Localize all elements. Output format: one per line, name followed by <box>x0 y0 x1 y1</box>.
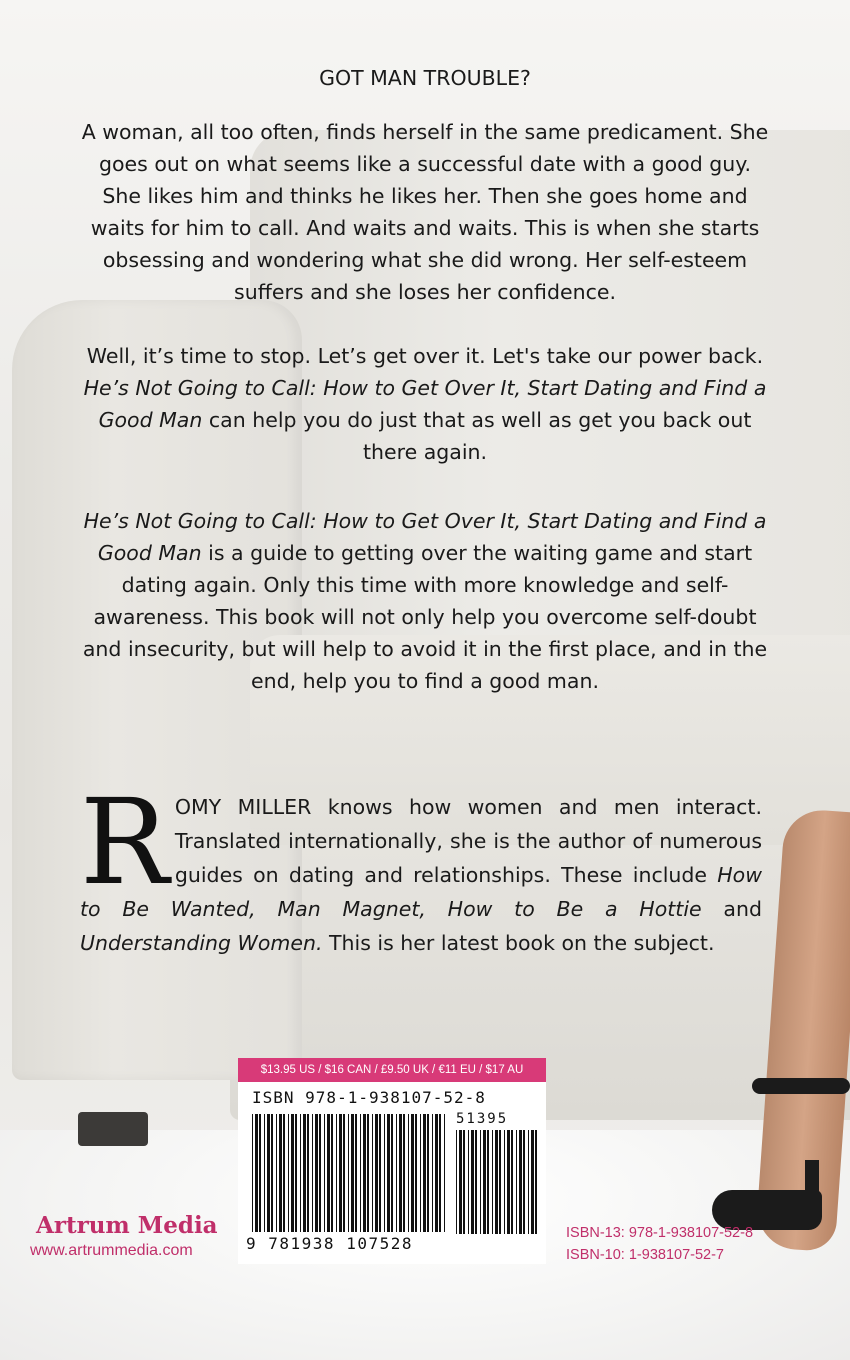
barcode-bar <box>483 1130 486 1234</box>
barcode-isbn-label: ISBN 978-1-938107-52-8 <box>252 1088 486 1107</box>
barcode-bar <box>271 1114 273 1232</box>
barcode-bar <box>363 1114 366 1232</box>
barcode-bar <box>495 1130 498 1234</box>
barcode-addon-bars <box>456 1130 538 1234</box>
barcode-bar <box>255 1114 258 1232</box>
barcode-bar <box>283 1114 285 1232</box>
barcode-bar <box>475 1130 477 1234</box>
barcode-bar <box>456 1130 457 1234</box>
barcode-bar <box>264 1114 265 1232</box>
barcode-bar <box>331 1114 333 1232</box>
barcode-bar <box>339 1114 342 1232</box>
cover-heading: GOT MAN TROUBLE? <box>319 66 531 90</box>
barcode-bar <box>399 1114 402 1232</box>
p3-rest: is a guide to getting over the waiting game and start dating again. Only this time with more knowledge and self-awareness. This book will not only help you overcome self-doubt and insecurity, but will help to avoid it in the first place, and in the end, help you to find a good man. <box>82 541 768 693</box>
barcode-bar <box>432 1114 433 1232</box>
price-strip: $13.95 US / $16 CAN / £9.50 UK / €11 EU / $17 AU <box>238 1058 546 1082</box>
blurb-paragraph-2 <box>80 340 770 468</box>
barcode-bar <box>519 1130 522 1234</box>
p2-rest: can help you do just that as well as get you back out there again. <box>202 408 752 464</box>
barcode-bar <box>468 1130 469 1234</box>
barcode-bar <box>351 1114 354 1232</box>
barcode-bars <box>252 1114 448 1232</box>
barcode-bar <box>367 1114 369 1232</box>
blurb-paragraph-3 <box>80 505 770 697</box>
author-bio-text-1: OMY MILLER knows how women and men interact. Translated internationally, she is the author of numerous guides on dating and relationships. These include <box>174 795 762 887</box>
barcode-bar <box>528 1130 529 1234</box>
barcode-bar <box>276 1114 277 1232</box>
barcode-bar <box>303 1114 306 1232</box>
barcode-bar <box>379 1114 381 1232</box>
blurb-paragraph-1: A woman, all too often, finds herself in the same predicament. She goes out on what seems like a successful date with a good guy. She likes him and thinks he likes her. Then she goes home and waits for him to call. And waits and waits. This is when she starts obsessing and wondering what she did wrong. Her self-esteem suffers and she loses her confidence. <box>81 120 769 304</box>
barcode-bar <box>492 1130 493 1234</box>
barcode-bar <box>312 1114 313 1232</box>
drop-cap: R <box>80 773 169 911</box>
barcode-bar <box>267 1114 270 1232</box>
barcode-bar <box>463 1130 465 1234</box>
publisher-name: Artrum Media <box>36 1212 218 1239</box>
p2-book-title: He’s Not Going to Call: How to Get Over It, Start Dating and Find a Good Man <box>83 376 767 432</box>
publisher-url: www.artrummedia.com <box>30 1242 193 1259</box>
barcode-bar <box>427 1114 429 1232</box>
barcode-bar <box>259 1114 261 1232</box>
barcode-bar <box>336 1114 337 1232</box>
p3-book-title: He’s Not Going to Call: How to Get Over It, Start Dating and Find a Good Man <box>83 509 767 565</box>
barcode-bar <box>471 1130 474 1234</box>
barcode-bar <box>252 1114 253 1232</box>
barcode-bar <box>420 1114 421 1232</box>
barcode-bar <box>435 1114 438 1232</box>
barcode-bar <box>355 1114 357 1232</box>
barcode-bar <box>348 1114 349 1232</box>
barcode-bar <box>439 1114 441 1232</box>
isbn-10: ISBN-10: 1-938107-52-7 <box>566 1247 724 1263</box>
barcode-digits: 9 781938 107528 <box>246 1234 413 1253</box>
barcode-bar <box>384 1114 385 1232</box>
barcode-bar <box>288 1114 289 1232</box>
barcode-box <box>238 1058 546 1264</box>
barcode-bar <box>444 1114 445 1232</box>
barcode-bar <box>487 1130 489 1234</box>
barcode-bar <box>307 1114 309 1232</box>
barcode-bar <box>279 1114 282 1232</box>
isbn-list <box>566 1222 826 1266</box>
barcode-bar <box>415 1114 417 1232</box>
barcode-bar <box>343 1114 345 1232</box>
barcode-bar <box>300 1114 301 1232</box>
barcode-bar <box>507 1130 510 1234</box>
barcode-bar <box>423 1114 426 1232</box>
p2-intro: Well, it’s time to stop. Let’s get over it. Let's take our power back. <box>86 344 764 368</box>
barcode-bar <box>504 1130 505 1234</box>
barcode-bar <box>408 1114 409 1232</box>
author-bio-titles-1: How to Be Wanted, Man Magnet, How to Be a Hottie <box>80 863 762 921</box>
isbn-13: ISBN-13: 978-1-938107-52-8 <box>566 1225 754 1241</box>
barcode-bar <box>396 1114 397 1232</box>
barcode-bar <box>480 1130 481 1234</box>
barcode-bar <box>411 1114 414 1232</box>
author-bio-text-2: and <box>701 897 762 921</box>
author-bio <box>80 773 762 960</box>
barcode-bar <box>403 1114 405 1232</box>
barcode-bar <box>327 1114 330 1232</box>
barcode-bar <box>291 1114 294 1232</box>
barcode-bar <box>360 1114 361 1232</box>
barcode-addon-number: 51395 <box>456 1111 509 1127</box>
barcode-bar <box>324 1114 325 1232</box>
barcode-bar <box>375 1114 378 1232</box>
barcode-bar <box>511 1130 513 1234</box>
barcode-bar <box>387 1114 390 1232</box>
barcode-bar <box>295 1114 297 1232</box>
author-bio-titles-2: Understanding Women. <box>80 931 323 955</box>
barcode-bar <box>535 1130 537 1234</box>
barcode-bar <box>516 1130 517 1234</box>
barcode-bar <box>315 1114 318 1232</box>
barcode-bar <box>391 1114 393 1232</box>
barcode-bar <box>523 1130 525 1234</box>
barcode-bar <box>499 1130 501 1234</box>
barcode-bar <box>319 1114 321 1232</box>
barcode-bar <box>372 1114 373 1232</box>
author-bio-text-3: This is her latest book on the subject. <box>322 931 715 955</box>
barcode-bar <box>531 1130 534 1234</box>
barcode-bar <box>459 1130 462 1234</box>
